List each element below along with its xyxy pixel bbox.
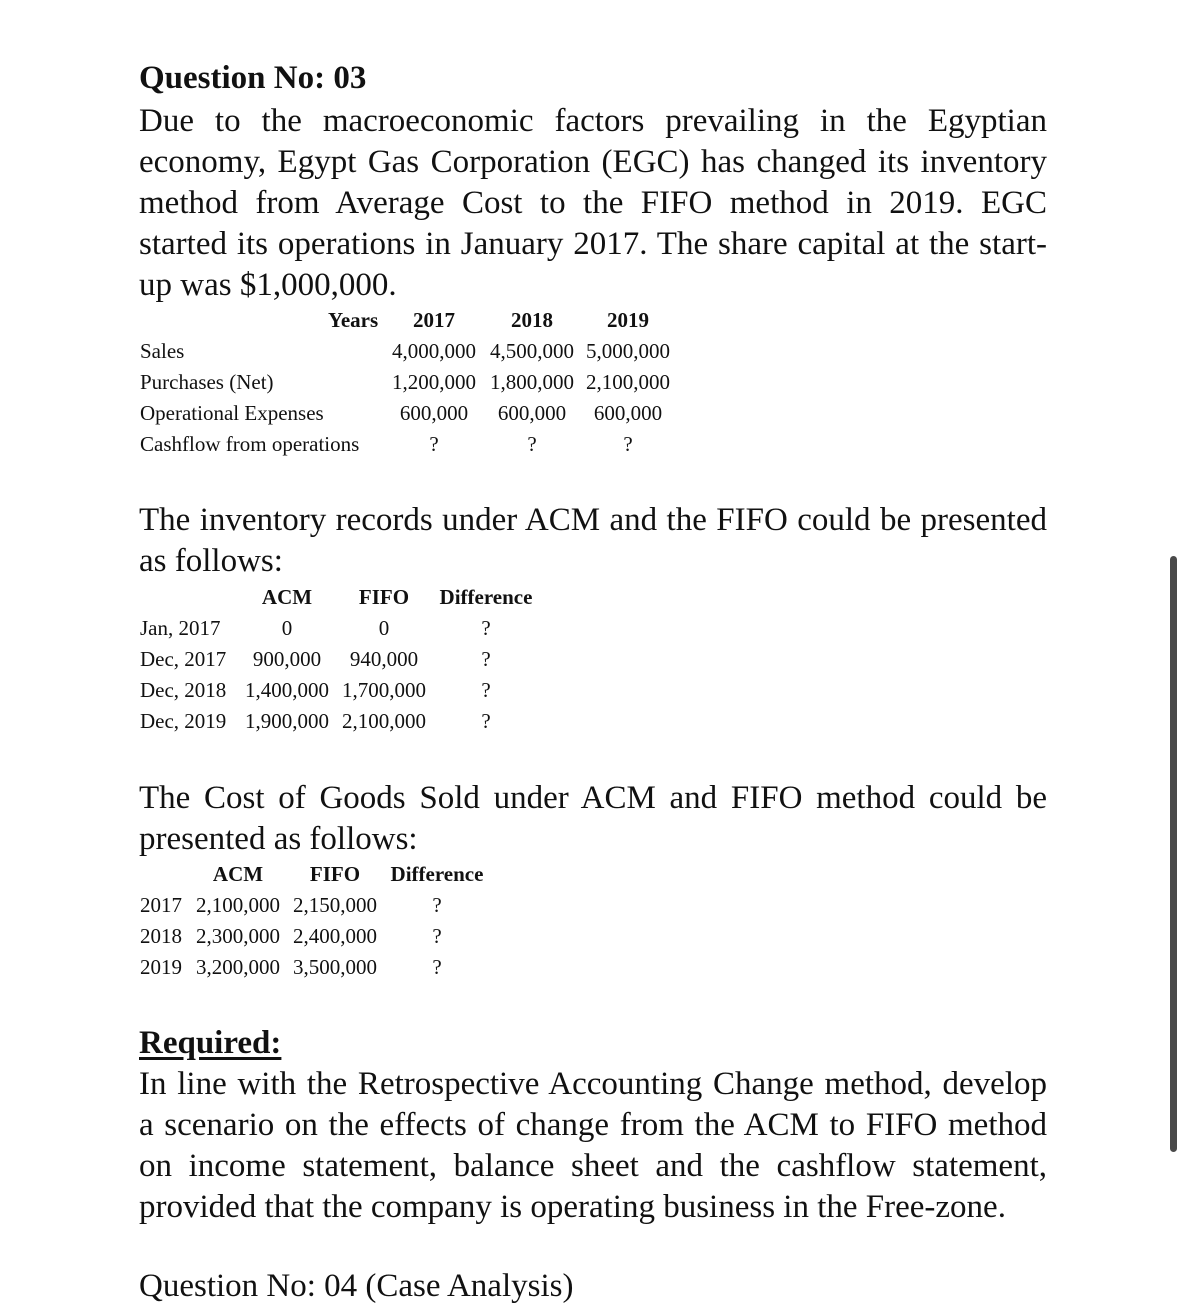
- cogs-cell: 3,200,000: [196, 955, 280, 979]
- table1-row-label: Purchases (Net): [140, 370, 274, 394]
- inventory-intro: The inventory records under ACM and the FIFO could be presented as follows:: [139, 502, 1047, 579]
- next-question-partial: Question No: 04 (Case Analysis): [139, 1268, 574, 1304]
- inventory-row-label: Dec, 2018: [140, 678, 227, 702]
- cogs-cell: 2,150,000: [293, 893, 377, 917]
- cogs-row-year: 2019: [140, 955, 182, 979]
- cogs-cell: 2,400,000: [293, 924, 377, 948]
- cogs-cell: ?: [432, 893, 442, 917]
- inventory-row-label: Dec, 2017: [140, 647, 227, 671]
- table1-cell: ?: [429, 432, 439, 456]
- inventory-row-label: Dec, 2019: [140, 709, 227, 733]
- table1-header-2017: 2017: [413, 308, 455, 332]
- cogs-cell: 2,300,000: [196, 924, 280, 948]
- inventory-cell: 900,000: [252, 647, 322, 671]
- inventory-cell: 0: [281, 616, 293, 640]
- inventory-row-label: Jan, 2017: [140, 616, 221, 640]
- required-text: In line with the Retrospective Accounting Change method, develop a scenario on the effects of change from the ACM to FIFO method on income statement, balance sheet and the cashflow statement, provided that the company is operating business in the Free-zone.: [139, 1066, 1047, 1225]
- table1-cell: ?: [527, 432, 537, 456]
- table1-header-years: Years: [328, 308, 379, 332]
- cogs-cell: 3,500,000: [293, 955, 377, 979]
- inventory-header-difference: Difference: [439, 585, 533, 609]
- cogs-cell: ?: [432, 924, 442, 948]
- question-title: Question No: 03: [139, 60, 367, 96]
- table1-cell: 1,800,000: [490, 370, 574, 394]
- table1-cell: 4,000,000: [392, 339, 476, 363]
- cogs-row-year: 2017: [140, 893, 182, 917]
- cogs-cell: 2,100,000: [196, 893, 280, 917]
- cogs-header-fifo: FIFO: [309, 862, 361, 886]
- inventory-header-fifo: FIFO: [358, 585, 410, 609]
- inventory-cell: ?: [481, 616, 491, 640]
- vertical-scrollbar[interactable]: [1170, 556, 1177, 1152]
- inventory-header-acm: ACM: [261, 585, 313, 609]
- table1-cell: ?: [623, 432, 633, 456]
- table1-cell: 1,200,000: [392, 370, 476, 394]
- table1-cell: 600,000: [497, 401, 567, 425]
- cogs-row-year: 2018: [140, 924, 182, 948]
- table1-row-label: Operational Expenses: [140, 401, 324, 425]
- cogs-cell: ?: [432, 955, 442, 979]
- inventory-cell: 1,900,000: [245, 709, 329, 733]
- table1-header-2019: 2019: [607, 308, 649, 332]
- question-intro: Due to the macroeconomic factors prevailing in the Egyptian economy, Egypt Gas Corporation (EGC) has changed its inventory method from Average Cost to the FIFO method in 2019. EGC started its operations in January 2017. The share capital at the start-up was $1,000,000.: [139, 103, 1047, 303]
- inventory-cell: ?: [481, 678, 491, 702]
- inventory-cell: 0: [378, 616, 390, 640]
- table1-cell: 2,100,000: [586, 370, 670, 394]
- inventory-cell: 940,000: [349, 647, 419, 671]
- required-heading: Required:: [139, 1025, 282, 1061]
- table1-row-label: Sales: [140, 339, 185, 363]
- cogs-header-acm: ACM: [212, 862, 264, 886]
- inventory-cell: ?: [481, 709, 491, 733]
- cogs-header-difference: Difference: [390, 862, 484, 886]
- table1-row-label: Cashflow from operations: [140, 432, 360, 456]
- cogs-intro: The Cost of Goods Sold under ACM and FIFO method could be presented as follows:: [139, 780, 1047, 857]
- table1-cell: 4,500,000: [490, 339, 574, 363]
- inventory-cell: 1,700,000: [342, 678, 426, 702]
- inventory-cell: 1,400,000: [245, 678, 329, 702]
- table1-cell: 600,000: [593, 401, 663, 425]
- table1-cell: 5,000,000: [586, 339, 670, 363]
- table1-cell: 600,000: [399, 401, 469, 425]
- table1-header-2018: 2018: [511, 308, 553, 332]
- inventory-cell: ?: [481, 647, 491, 671]
- inventory-cell: 2,100,000: [342, 709, 426, 733]
